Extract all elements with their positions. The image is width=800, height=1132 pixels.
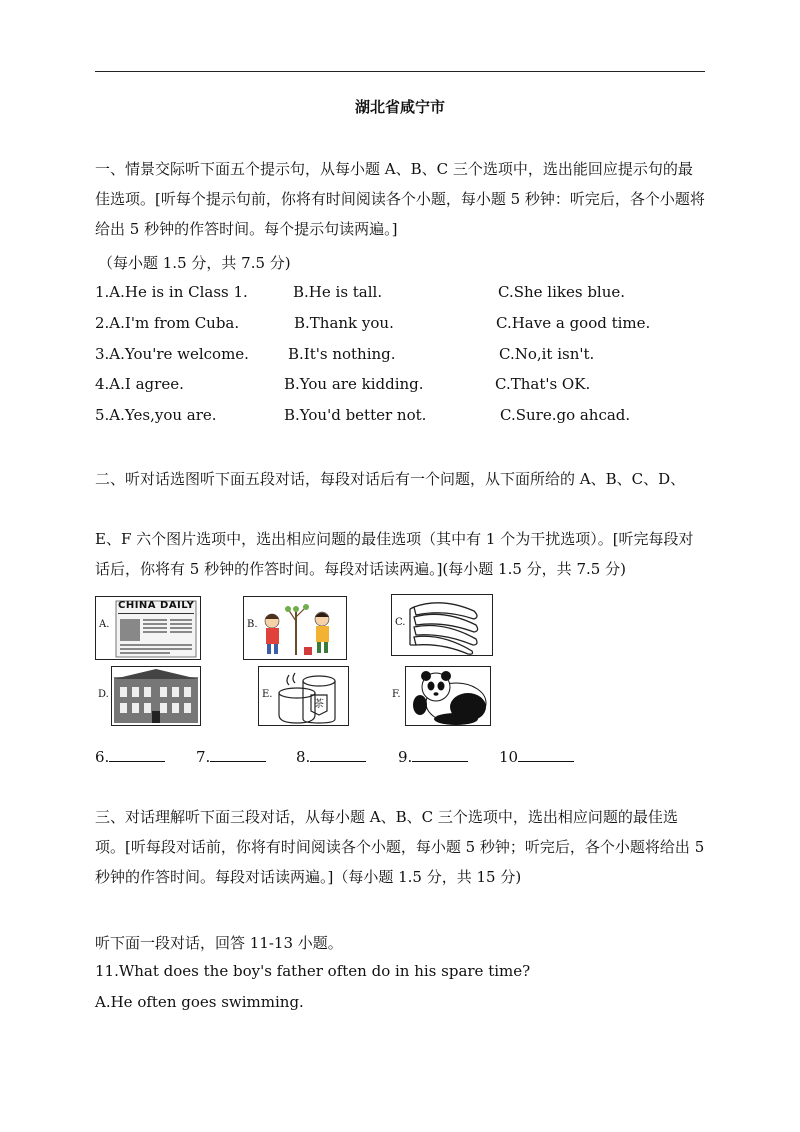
answer-blank-9[interactable] bbox=[398, 747, 468, 766]
blank-number-8: 8. bbox=[296, 748, 311, 766]
question-11: 11.What does the boy's father often do in his spare time? bbox=[95, 962, 531, 980]
blank-number-6: 6. bbox=[95, 748, 110, 766]
blank-number-9: 9. bbox=[398, 748, 413, 766]
picture-option-c bbox=[391, 594, 493, 656]
q1-option-c: C.She likes blue. bbox=[498, 283, 626, 301]
section1-instructions: 一、情景交际听下面五个提示句，从每小题 A、B、C 三个选项中，选出能回应提示句的最佳选项。[听每个提示句前，你将有时间阅读各个小题，每小题 5 秒钟：听完后，各个小题将给出 5 秒钟的作答时间。每个提示句读两遍。] bbox=[95, 160, 705, 238]
picture-label-f: F. bbox=[392, 689, 401, 700]
blank-line-8[interactable] bbox=[310, 747, 366, 762]
blank-line-10[interactable] bbox=[518, 747, 574, 762]
picture-option-f bbox=[392, 666, 491, 726]
picture-label-d: D. bbox=[98, 689, 109, 700]
picture-label-c: C. bbox=[395, 617, 406, 628]
q5-option-a: 5.A.Yes,you are. bbox=[95, 406, 217, 424]
section2-line2: E、F 六个图片选项中，选出相应问题的最佳选项（其中有 1 个为干扰选项）。[听完每段对话后，你将有 5 秒钟的作答时间。每段对话读两遍。](每小题 1.5 分，共 7.5 分) bbox=[95, 530, 694, 578]
picture-option-e bbox=[258, 666, 349, 726]
blank-line-6[interactable] bbox=[109, 747, 165, 762]
tea-canister-label: 茶 bbox=[314, 699, 324, 710]
panda-icon bbox=[406, 667, 492, 727]
q3-option-a: 3.A.You're welcome. bbox=[95, 345, 249, 363]
answer-blank-7[interactable] bbox=[196, 747, 266, 766]
top-rule bbox=[95, 71, 705, 72]
picture-label-b: B. bbox=[247, 619, 258, 630]
q4-option-a: 4.A.I agree. bbox=[95, 375, 184, 393]
q5-option-c: C.Sure.go ahcad. bbox=[500, 406, 631, 424]
picture-option-a bbox=[95, 596, 201, 660]
page-title: 湖北省咸宁市 bbox=[354, 98, 445, 116]
q3-option-c: C.No,it isn't. bbox=[499, 345, 595, 363]
q5-option-b: B.You'd better not. bbox=[284, 406, 427, 424]
tea-cup-and-canister-icon bbox=[259, 667, 350, 727]
q3-option-b: B.It's nothing. bbox=[288, 345, 396, 363]
question-11-option-a: A.He often goes swimming. bbox=[95, 993, 304, 1011]
picture-label-e: E. bbox=[262, 689, 273, 700]
q1-option-a: 1.A.He is in Class 1. bbox=[95, 283, 248, 301]
answer-blank-6[interactable] bbox=[95, 747, 165, 766]
q2-option-a: 2.A.I'm from Cuba. bbox=[95, 314, 240, 332]
section1-score: （每小题 1.5 分，共 7.5 分) bbox=[98, 254, 291, 272]
picture-option-b bbox=[243, 596, 347, 660]
q2-option-b: B.Thank you. bbox=[294, 314, 394, 332]
section2-line1: 二、听对话选图听下面五段对话，每段对话后有一个问题，从下面所给的 A、B、C、D、 bbox=[95, 470, 686, 488]
q2-option-c: C.Have a good time. bbox=[496, 314, 651, 332]
blank-line-7[interactable] bbox=[210, 747, 266, 762]
bananas-icon bbox=[392, 595, 494, 657]
building-icon bbox=[112, 667, 202, 727]
blank-number-7: 7. bbox=[196, 748, 211, 766]
answer-blank-10[interactable] bbox=[499, 747, 574, 766]
answer-blank-8[interactable] bbox=[296, 747, 366, 766]
q4-option-b: B.You are kidding. bbox=[284, 375, 424, 393]
children-planting-tree-icon bbox=[244, 597, 348, 661]
picture-option-d bbox=[98, 666, 201, 726]
newspaper-masthead: CHINA DAILY bbox=[118, 600, 195, 611]
picture-label-a: A. bbox=[99, 619, 110, 630]
section3-instructions: 三、对话理解听下面三段对话，从每小题 A、B、C 三个选项中，选出相应问题的最佳选项。[听每段对话前，你将有时间阅读各个小题，每小题 5 秒钟；听完后，各个小题将给出 5 秒钟的作答时间。每段对话读两遍。]（每小题 1.5 分，共 15 分) bbox=[95, 808, 705, 886]
q4-option-c: C.That's OK. bbox=[495, 375, 591, 393]
q1-option-b: B.He is tall. bbox=[293, 283, 383, 301]
blank-line-9[interactable] bbox=[412, 747, 468, 762]
blank-number-10: 10 bbox=[499, 748, 519, 766]
section3-intro: 听下面一段对话，回答 11-13 小题。 bbox=[95, 934, 343, 952]
